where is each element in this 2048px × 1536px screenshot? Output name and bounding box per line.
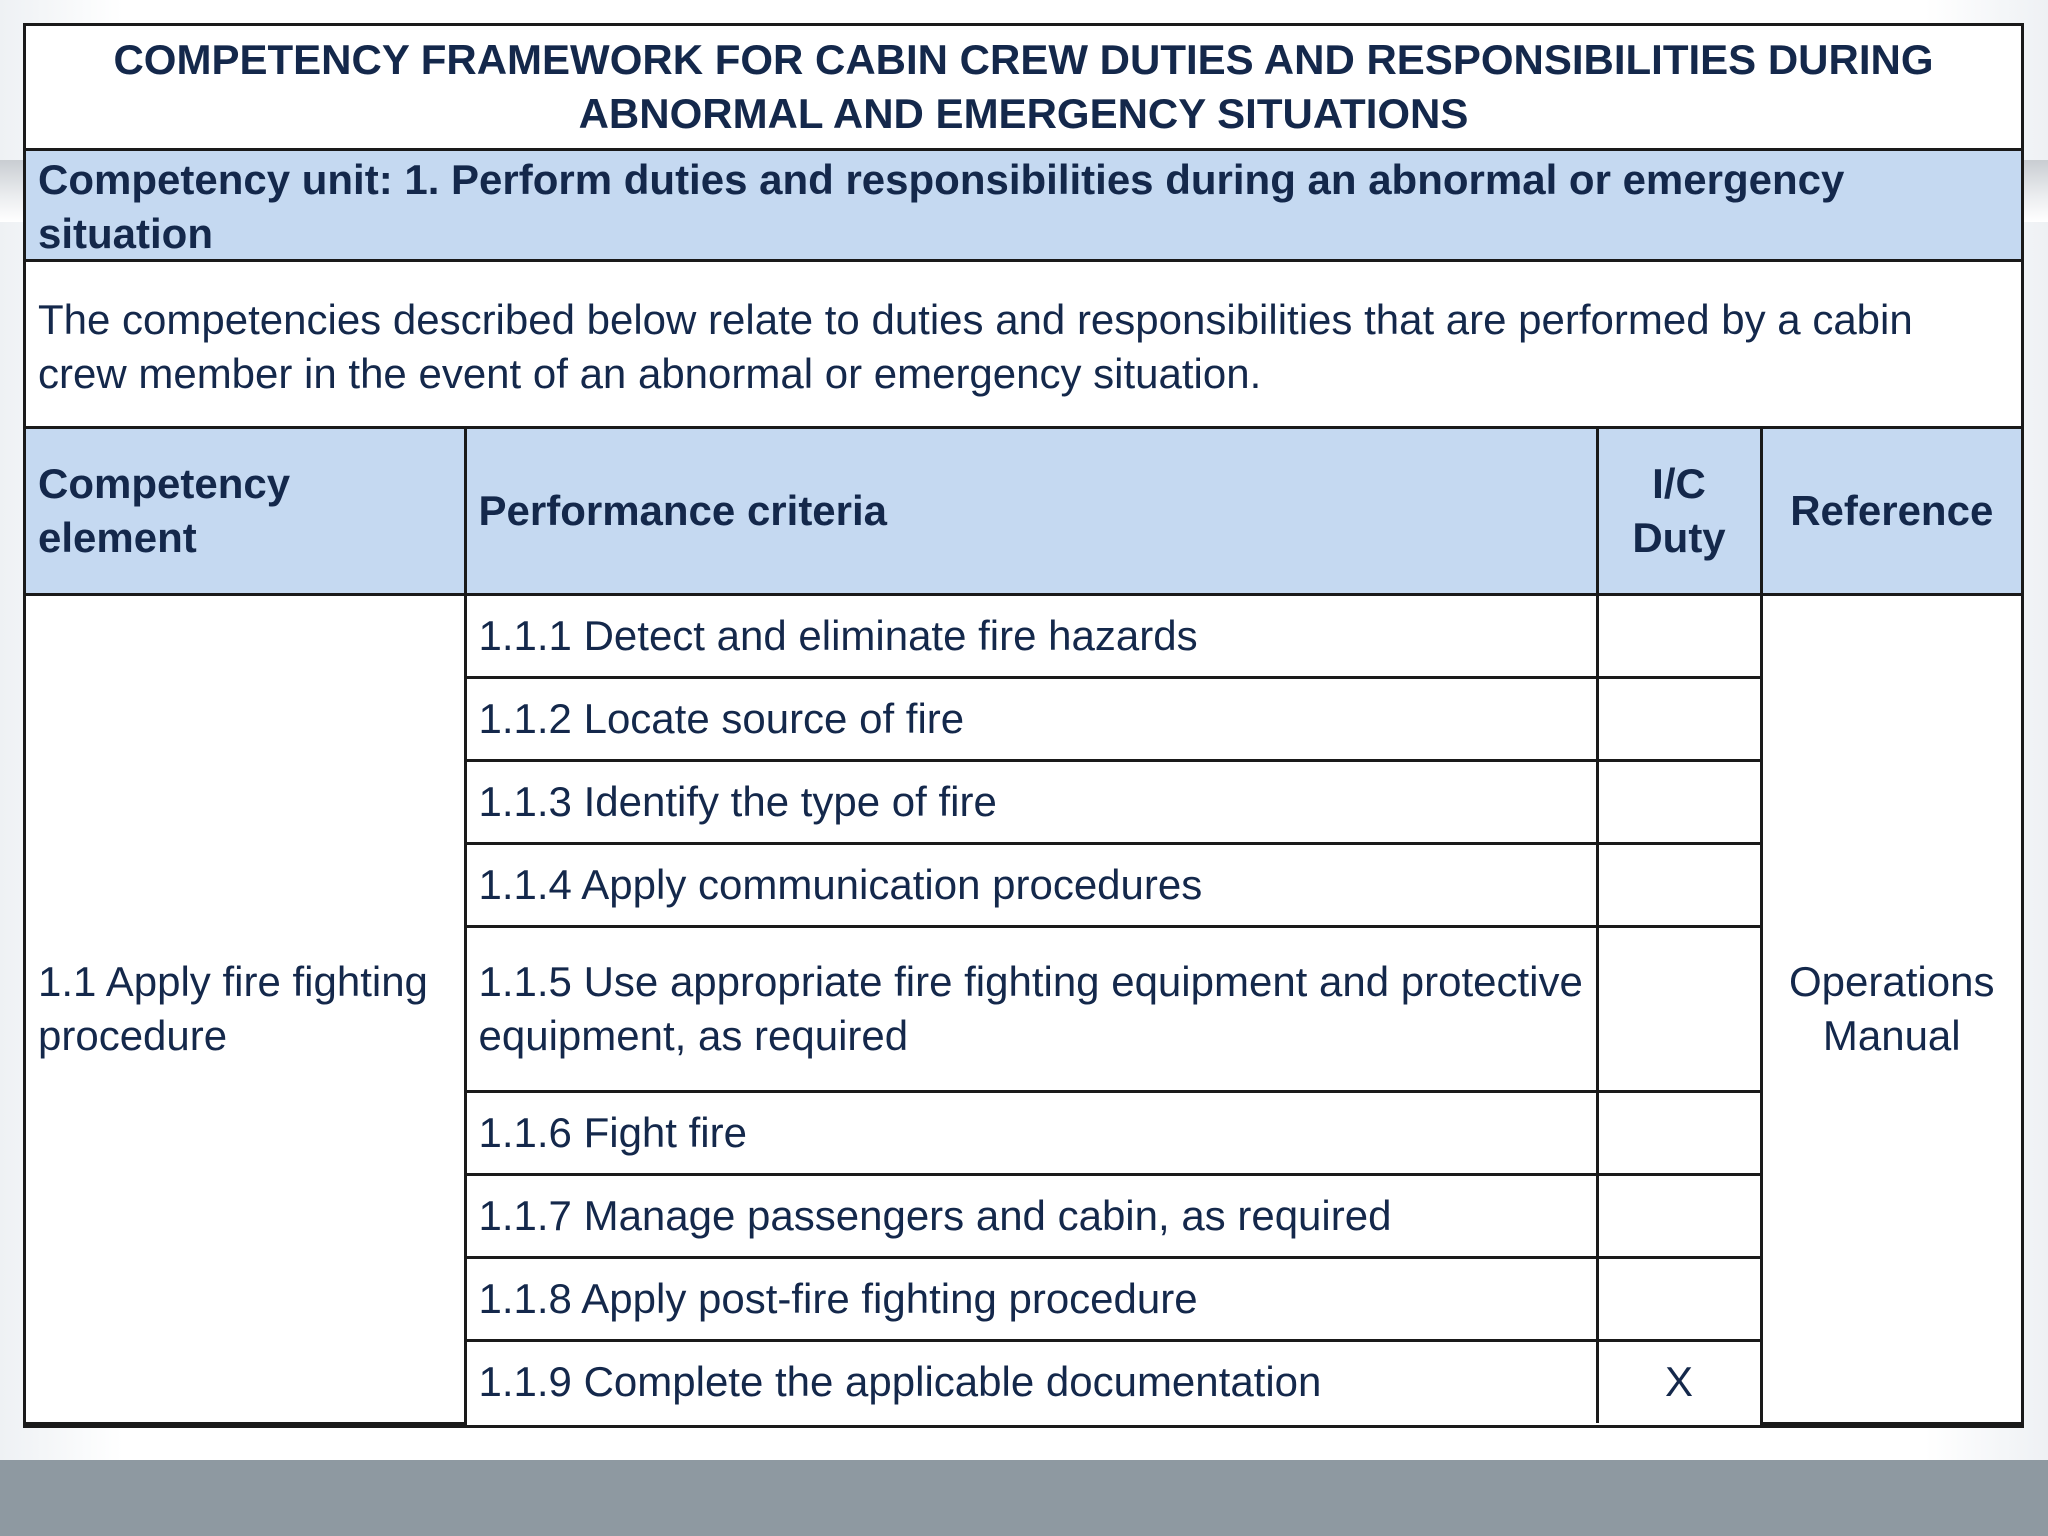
- criteria-cell: 1.1.8 Apply post-fire fighting procedure: [465, 1257, 1597, 1340]
- competency-framework-table: [23, 23, 2024, 1428]
- header-ic-duty: I/C Duty: [1597, 429, 1761, 594]
- criteria-cell: 1.1.1 Detect and eliminate fire hazards: [465, 594, 1597, 677]
- ic-duty-cell: [1597, 1091, 1761, 1174]
- document-title: COMPETENCY FRAMEWORK FOR CABIN CREW DUTIES AND RESPONSIBILITIES DURING ABNORMAL AND EMERGENCY SITUATIONS: [26, 26, 2021, 151]
- criteria-cell: 1.1.7 Manage passengers and cabin, as required: [465, 1174, 1597, 1257]
- table-row: [26, 594, 2021, 677]
- competency-unit-heading: Competency unit: 1. Perform duties and responsibilities during an abnormal or emergency situation: [26, 151, 2021, 262]
- criteria-cell: 1.1.6 Fight fire: [465, 1091, 1597, 1174]
- table-header-row: [26, 429, 2021, 594]
- ic-duty-cell: [1597, 1257, 1761, 1340]
- ic-duty-cell: [1597, 1174, 1761, 1257]
- ic-duty-cell: [1597, 926, 1761, 1091]
- competency-element-cell: 1.1 Apply fire fighting procedure: [26, 594, 465, 1423]
- ic-duty-cell: X: [1597, 1340, 1761, 1423]
- intro-paragraph: The competencies described below relate to duties and responsibilities that are performed by a cabin crew member in the event of an abnormal or emergency situation.: [26, 262, 2021, 429]
- ic-duty-cell: [1597, 843, 1761, 926]
- criteria-table: [26, 429, 2021, 1425]
- slide-footer-band: [0, 1460, 2048, 1536]
- criteria-cell: 1.1.3 Identify the type of fire: [465, 760, 1597, 843]
- criteria-cell: 1.1.9 Complete the applicable documentation: [465, 1340, 1597, 1423]
- ic-duty-cell: [1597, 760, 1761, 843]
- header-reference: Reference: [1761, 429, 2021, 594]
- header-competency-element: Competency element: [26, 429, 465, 594]
- criteria-cell: 1.1.2 Locate source of fire: [465, 677, 1597, 760]
- criteria-cell: 1.1.4 Apply communication procedures: [465, 843, 1597, 926]
- header-performance-criteria: Performance criteria: [465, 429, 1597, 594]
- criteria-cell: 1.1.5 Use appropriate fire fighting equipment and protective equipment, as required: [465, 926, 1597, 1091]
- reference-cell: Operations Manual: [1761, 594, 2021, 1423]
- ic-duty-cell: [1597, 594, 1761, 677]
- ic-duty-cell: [1597, 677, 1761, 760]
